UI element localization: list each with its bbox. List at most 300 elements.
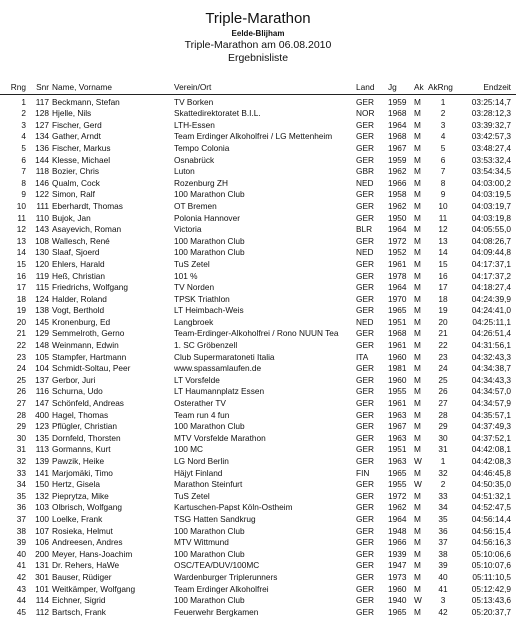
cell-club: Tempo Colonia xyxy=(174,142,230,153)
cell-country: GER xyxy=(356,305,374,316)
cell-rank: 37 xyxy=(16,513,26,524)
cell-birth-year: 1940 xyxy=(388,595,407,606)
cell-club: Team run 4 fun xyxy=(174,409,230,420)
cell-finish-time: 04:17:37,1 xyxy=(471,258,511,269)
table-row xyxy=(0,108,516,120)
cell-club: LT Haumannplatz Essen xyxy=(174,386,265,397)
cell-finish-time: 03:28:12,3 xyxy=(471,108,511,119)
table-row xyxy=(0,201,516,213)
table-row xyxy=(0,514,516,526)
cell-rank: 19 xyxy=(16,305,26,316)
cell-name: Weinmann, Edwin xyxy=(52,340,119,351)
cell-finish-time: 04:17:37,2 xyxy=(471,270,511,281)
cell-start-number: 143 xyxy=(35,224,49,235)
cell-country: GER xyxy=(356,212,374,223)
cell-age-class: M xyxy=(414,467,421,478)
cell-age-class: M xyxy=(414,142,421,153)
cell-name: Qualm, Cock xyxy=(52,177,100,188)
cell-name: Friedrichs, Wolfgang xyxy=(52,282,128,293)
cell-start-number: 115 xyxy=(35,282,49,293)
cell-rank: 17 xyxy=(16,282,26,293)
cell-name: Schurna, Udo xyxy=(52,386,103,397)
cell-rank: 38 xyxy=(16,525,26,536)
cell-club: 100 Marathon Club xyxy=(174,235,245,246)
cell-start-number: 103 xyxy=(35,502,49,513)
cell-birth-year: 1968 xyxy=(388,131,407,142)
column-header-ak: Ak xyxy=(414,82,424,92)
cell-age-class: M xyxy=(414,189,421,200)
cell-country: GER xyxy=(356,409,374,420)
cell-name: Halder, Roland xyxy=(52,293,107,304)
cell-club: Langbroek xyxy=(174,316,214,327)
cell-rank: 33 xyxy=(16,467,26,478)
cell-age-class-rank: 24 xyxy=(438,363,448,374)
cell-club: TV Borken xyxy=(174,96,214,107)
cell-age-class: M xyxy=(414,108,421,119)
cell-name: Marjomäki, Timo xyxy=(52,467,113,478)
table-row xyxy=(0,271,516,283)
cell-name: Dornfeld, Thorsten xyxy=(52,432,121,443)
cell-finish-time: 04:09:44,8 xyxy=(471,247,511,258)
cell-finish-time: 04:34:43,3 xyxy=(471,374,511,385)
cell-birth-year: 1966 xyxy=(388,537,407,548)
cell-birth-year: 1965 xyxy=(388,467,407,478)
cell-finish-time: 03:54:34,5 xyxy=(471,166,511,177)
cell-club: OSC/TEA/DUV/100MC xyxy=(174,560,260,571)
cell-finish-time: 04:05:55,0 xyxy=(471,224,511,235)
cell-name: Beckmann, Stefan xyxy=(52,96,120,107)
cell-name: Ehlers, Harald xyxy=(52,258,105,269)
table-row xyxy=(0,120,516,132)
cell-start-number: 139 xyxy=(35,456,49,466)
cell-name: Bujok, Jan xyxy=(52,212,91,223)
cell-start-number: 147 xyxy=(35,398,49,409)
cell-rank: 14 xyxy=(16,247,26,258)
cell-country: ITA xyxy=(356,351,369,362)
cell-rank: 45 xyxy=(16,606,26,617)
cell-start-number: 138 xyxy=(35,305,49,316)
cell-age-class-rank: 15 xyxy=(438,258,448,269)
document-header xyxy=(0,10,516,65)
cell-birth-year: 1961 xyxy=(388,258,407,269)
cell-age-class: M xyxy=(414,270,421,281)
cell-birth-year: 1963 xyxy=(388,409,407,420)
cell-age-class: M xyxy=(414,444,421,455)
cell-finish-time: 04:42:08,3 xyxy=(471,456,511,466)
cell-rank: 30 xyxy=(16,432,26,443)
cell-age-class: M xyxy=(414,166,421,177)
cell-name: Bauser, Rüdiger xyxy=(52,571,112,582)
cell-start-number: 124 xyxy=(35,293,49,304)
cell-rank: 27 xyxy=(16,398,26,409)
table-row xyxy=(0,560,516,572)
list-title: Ergebnisliste xyxy=(227,52,289,64)
cell-finish-time: 04:42:08,1 xyxy=(471,444,511,455)
cell-age-class-rank: 32 xyxy=(438,467,448,478)
cell-finish-time: 04:08:26,7 xyxy=(471,235,511,246)
cell-rank: 11 xyxy=(17,212,26,223)
cell-age-class-rank: 42 xyxy=(438,606,448,617)
cell-birth-year: 1959 xyxy=(388,96,407,107)
cell-age-class-rank: 12 xyxy=(438,224,448,235)
cell-age-class: M xyxy=(414,421,421,432)
cell-birth-year: 1952 xyxy=(388,247,407,258)
cell-birth-year: 1959 xyxy=(388,154,407,165)
cell-finish-time: 04:56:15,4 xyxy=(471,525,511,536)
table-row xyxy=(0,294,516,306)
cell-name: Vogt, Berthold xyxy=(52,305,105,316)
cell-start-number: 150 xyxy=(35,479,49,490)
cell-start-number: 122 xyxy=(35,189,49,200)
cell-name: Eichner, Sigrid xyxy=(52,595,106,606)
cell-start-number: 136 xyxy=(35,142,49,153)
cell-club: OT Bremen xyxy=(174,200,217,211)
cell-club: Team-Erdinger-Alkoholfrei / Rono NUUN Tea xyxy=(174,328,339,339)
cell-rank: 3 xyxy=(21,119,26,130)
table-row xyxy=(0,328,516,340)
cell-birth-year: 1962 xyxy=(388,200,407,211)
cell-name: Gather, Arndt xyxy=(52,131,101,142)
cell-country: GER xyxy=(356,363,374,374)
cell-age-class: M xyxy=(414,316,421,327)
table-row xyxy=(0,155,516,167)
cell-age-class: M xyxy=(414,305,421,316)
cell-age-class: M xyxy=(414,606,421,617)
event-name: Triple-Marathon am 06.08.2010 xyxy=(184,39,332,51)
cell-country: GER xyxy=(356,513,374,524)
cell-country: GER xyxy=(356,328,374,339)
cell-club: TuS Zetel xyxy=(174,490,210,501)
cell-country: GER xyxy=(356,131,374,142)
cell-age-class: M xyxy=(414,177,421,188)
table-row xyxy=(0,468,516,480)
column-header-land: Land xyxy=(356,82,375,92)
cell-start-number: 110 xyxy=(35,212,49,223)
cell-name: Pieprytza, Mike xyxy=(52,490,109,501)
cell-finish-time: 04:03:19,7 xyxy=(471,200,511,211)
cell-country: GER xyxy=(356,398,374,409)
cell-birth-year: 1981 xyxy=(388,363,407,374)
cell-club: LT Heimbach-Weis xyxy=(174,305,244,316)
cell-club: Kartuschen-Papst Köln-Ostheim xyxy=(174,502,293,513)
cell-finish-time: 04:03:19,5 xyxy=(471,189,511,200)
table-row xyxy=(0,456,516,468)
cell-birth-year: 1965 xyxy=(388,305,407,316)
cell-rank: 6 xyxy=(21,154,26,165)
cell-club: TSG Hatten Sandkrug xyxy=(174,513,256,524)
cell-start-number: 135 xyxy=(35,432,49,443)
cell-start-number: 132 xyxy=(35,490,49,501)
cell-age-class-rank: 1 xyxy=(440,456,446,466)
cell-country: GER xyxy=(356,444,374,455)
cell-name: Olbrisch, Wolfgang xyxy=(52,502,122,513)
cell-name: Gerbor, Juri xyxy=(52,374,96,385)
cell-finish-time: 04:03:19,8 xyxy=(471,212,511,223)
cell-birth-year: 1960 xyxy=(388,374,407,385)
page-title: Triple-Marathon xyxy=(205,10,311,27)
cell-birth-year: 1972 xyxy=(388,490,407,501)
cell-rank: 5 xyxy=(21,142,26,153)
cell-rank: 23 xyxy=(16,351,26,362)
cell-finish-time: 04:37:52,1 xyxy=(471,432,511,443)
cell-start-number: 123 xyxy=(35,421,49,432)
cell-name: Semmelroth, Gerno xyxy=(52,328,125,339)
cell-club: Rozenburg ZH xyxy=(174,177,228,188)
cell-club: 100 Marathon Club xyxy=(174,548,245,559)
table-row xyxy=(0,259,516,271)
cell-name: Simon, Ralf xyxy=(52,189,95,200)
cell-age-class-rank: 1 xyxy=(440,96,446,107)
cell-name: Klesse, Michael xyxy=(52,154,111,165)
cell-age-class-rank: 18 xyxy=(438,293,448,304)
table-row xyxy=(0,236,516,248)
cell-age-class: M xyxy=(414,282,421,293)
cell-finish-time: 05:20:37,7 xyxy=(471,606,511,617)
cell-start-number: 108 xyxy=(35,235,49,246)
cell-country: GER xyxy=(356,432,374,443)
cell-age-class-rank: 7 xyxy=(440,166,446,177)
cell-age-class: M xyxy=(414,583,421,594)
cell-age-class: M xyxy=(414,328,421,339)
event-location: Eelde-Blijham xyxy=(231,29,285,38)
cell-name: Kronenburg, Ed xyxy=(52,316,111,327)
table-row xyxy=(0,398,516,410)
cell-finish-time: 04:18:27,4 xyxy=(471,282,511,293)
cell-name: Schmidt-Soltau, Peer xyxy=(52,363,131,374)
cell-name: Loelke, Frank xyxy=(52,513,103,524)
cell-finish-time: 04:32:43,3 xyxy=(471,351,511,362)
cell-name: Hertz, Gisela xyxy=(52,479,100,490)
cell-country: GER xyxy=(356,386,374,397)
cell-start-number: 129 xyxy=(35,328,49,339)
cell-age-class-rank: 25 xyxy=(438,374,448,385)
cell-age-class: M xyxy=(414,247,421,258)
cell-start-number: 111 xyxy=(36,200,49,211)
cell-age-class-rank: 4 xyxy=(440,131,446,142)
cell-age-class: M xyxy=(414,351,421,362)
cell-start-number: 101 xyxy=(35,583,49,594)
cell-age-class-rank: 34 xyxy=(438,502,448,513)
cell-country: GER xyxy=(356,293,374,304)
table-row xyxy=(0,247,516,259)
cell-country: GER xyxy=(356,583,374,594)
cell-birth-year: 1955 xyxy=(388,386,407,397)
cell-start-number: 116 xyxy=(35,386,49,397)
cell-age-class-rank: 10 xyxy=(438,200,448,211)
cell-age-class: M xyxy=(414,548,421,559)
cell-name: Fischer, Gerd xyxy=(52,119,102,130)
cell-finish-time: 04:24:41,0 xyxy=(471,305,511,316)
cell-country: GER xyxy=(356,200,374,211)
cell-rank: 39 xyxy=(16,537,26,548)
cell-name: Stampfer, Hartmann xyxy=(52,351,127,362)
cell-rank: 44 xyxy=(16,595,26,606)
cell-club: TuS Zetel xyxy=(174,258,210,269)
cell-age-class: M xyxy=(414,537,421,548)
cell-rank: 16 xyxy=(16,270,26,281)
cell-age-class-rank: 3 xyxy=(440,119,446,130)
cell-name: Eberhardt, Thomas xyxy=(52,200,123,211)
cell-club: Marathon Steinfurt xyxy=(174,479,243,490)
cell-start-number: 107 xyxy=(35,525,49,536)
cell-country: NED xyxy=(356,247,374,258)
cell-finish-time: 04:03:00,2 xyxy=(471,177,511,188)
cell-finish-time: 03:42:57,3 xyxy=(471,131,511,142)
cell-name: Andreesen, Andres xyxy=(52,537,123,548)
cell-age-class: M xyxy=(414,258,421,269)
cell-age-class-rank: 38 xyxy=(438,548,448,559)
cell-start-number: 104 xyxy=(35,363,49,374)
cell-rank: 9 xyxy=(21,189,26,200)
cell-club: Polonia Hannover xyxy=(174,212,240,223)
cell-club: Skattedirektoratet B.I.L. xyxy=(174,108,261,119)
cell-age-class: M xyxy=(414,340,421,351)
cell-age-class-rank: 17 xyxy=(438,282,448,293)
cell-birth-year: 1965 xyxy=(388,606,407,617)
table-row xyxy=(0,143,516,155)
cell-start-number: 128 xyxy=(35,108,49,119)
cell-age-class-rank: 13 xyxy=(438,235,448,246)
cell-finish-time: 04:50:35,0 xyxy=(471,479,511,490)
cell-age-class: M xyxy=(414,374,421,385)
cell-rank: 20 xyxy=(16,316,26,327)
cell-finish-time: 05:13:43,6 xyxy=(471,595,511,606)
cell-club: Osnabrück xyxy=(174,154,215,165)
table-row xyxy=(0,375,516,387)
cell-start-number: 117 xyxy=(35,96,49,107)
cell-rank: 43 xyxy=(16,583,26,594)
cell-birth-year: 1962 xyxy=(388,166,407,177)
cell-name: Rosieka, Helmut xyxy=(52,525,113,536)
cell-birth-year: 1939 xyxy=(388,548,407,559)
table-row xyxy=(0,166,516,178)
table-row xyxy=(0,224,516,236)
cell-name: Hjelle, Nils xyxy=(52,108,92,119)
cell-finish-time: 05:10:07,6 xyxy=(471,560,511,571)
cell-start-number: 119 xyxy=(35,270,49,281)
cell-age-class: W xyxy=(414,595,422,606)
cell-start-number: 134 xyxy=(35,131,49,142)
cell-rank: 31 xyxy=(16,444,26,455)
cell-start-number: 130 xyxy=(35,247,49,258)
cell-birth-year: 1960 xyxy=(388,351,407,362)
cell-rank: 18 xyxy=(16,293,26,304)
cell-age-class-rank: 22 xyxy=(438,340,448,351)
cell-name: Pawzik, Heike xyxy=(52,456,105,466)
cell-age-class: M xyxy=(414,119,421,130)
cell-birth-year: 1966 xyxy=(388,177,407,188)
cell-rank: 36 xyxy=(16,502,26,513)
column-header-akrng: AkRng xyxy=(428,82,453,92)
cell-birth-year: 1960 xyxy=(388,583,407,594)
column-header-name: Name, Vorname xyxy=(52,82,112,92)
cell-age-class: M xyxy=(414,224,421,235)
cell-country: GER xyxy=(356,258,374,269)
cell-birth-year: 1951 xyxy=(388,444,407,455)
cell-birth-year: 1955 xyxy=(388,479,407,490)
cell-club: 100 Marathon Club xyxy=(174,525,245,536)
table-row xyxy=(0,131,516,143)
cell-age-class-rank: 41 xyxy=(438,583,448,594)
cell-finish-time: 03:39:32,7 xyxy=(471,119,511,130)
cell-country: GER xyxy=(356,548,374,559)
cell-birth-year: 1964 xyxy=(388,282,407,293)
cell-finish-time: 04:26:51,4 xyxy=(471,328,511,339)
results-table xyxy=(0,82,516,618)
cell-start-number: 127 xyxy=(35,119,49,130)
cell-name: Pflügler, Christian xyxy=(52,421,118,432)
cell-rank: 28 xyxy=(16,409,26,420)
cell-rank: 40 xyxy=(16,548,26,559)
cell-finish-time: 05:10:06,6 xyxy=(471,548,511,559)
cell-rank: 21 xyxy=(16,328,26,339)
cell-club: LG Nord Berlin xyxy=(174,456,229,466)
cell-rank: 25 xyxy=(16,374,26,385)
cell-country: GER xyxy=(356,189,374,200)
cell-age-class-rank: 6 xyxy=(440,154,446,165)
cell-birth-year: 1967 xyxy=(388,421,407,432)
cell-start-number: 301 xyxy=(35,571,49,582)
cell-age-class-rank: 30 xyxy=(438,432,448,443)
cell-rank: 12 xyxy=(16,224,26,235)
cell-age-class-rank: 23 xyxy=(438,351,448,362)
table-row xyxy=(0,549,516,561)
cell-age-class-rank: 14 xyxy=(438,247,448,258)
cell-finish-time: 04:56:16,3 xyxy=(471,537,511,548)
cell-age-class-rank: 8 xyxy=(440,177,446,188)
cell-start-number: 118 xyxy=(35,166,49,177)
cell-age-class: M xyxy=(414,571,421,582)
cell-birth-year: 1964 xyxy=(388,513,407,524)
cell-country: GER xyxy=(356,282,374,293)
cell-birth-year: 1970 xyxy=(388,293,407,304)
cell-rank: 4 xyxy=(21,131,26,142)
cell-country: NED xyxy=(356,316,374,327)
cell-birth-year: 1947 xyxy=(388,560,407,571)
cell-name: Wallesch, René xyxy=(52,235,110,246)
cell-rank: 2 xyxy=(21,108,26,119)
cell-country: BLR xyxy=(356,224,373,235)
cell-country: GBR xyxy=(356,166,374,177)
cell-age-class: M xyxy=(414,398,421,409)
cell-age-class: M xyxy=(414,235,421,246)
cell-finish-time: 04:46:45,8 xyxy=(471,467,511,478)
cell-age-class: M xyxy=(414,96,421,107)
cell-age-class: W xyxy=(414,456,422,466)
table-row xyxy=(0,352,516,364)
cell-age-class-rank: 2 xyxy=(440,479,446,490)
cell-club: 101 % xyxy=(174,270,198,281)
cell-finish-time: 03:53:32,4 xyxy=(471,154,511,165)
cell-club: 100 Marathon Club xyxy=(174,189,245,200)
cell-club: 100 Marathon Club xyxy=(174,421,245,432)
cell-finish-time: 03:25:14,7 xyxy=(471,96,511,107)
cell-age-class-rank: 28 xyxy=(438,409,448,420)
cell-finish-time: 03:48:27,4 xyxy=(471,142,511,153)
table-row xyxy=(0,607,516,619)
column-header-snr: Snr xyxy=(36,82,49,92)
column-header-rng: Rng xyxy=(10,82,26,92)
cell-age-class: M xyxy=(414,432,421,443)
cell-club: TPSK Triathlon xyxy=(174,293,230,304)
cell-birth-year: 1978 xyxy=(388,270,407,281)
cell-start-number: 200 xyxy=(35,548,49,559)
cell-club: Club Supermaratoneti Italia xyxy=(174,351,275,362)
cell-country: GER xyxy=(356,142,374,153)
cell-club: Wardenburger Triplerunners xyxy=(174,571,278,582)
cell-name: Schönfeld, Andreas xyxy=(52,398,124,409)
cell-finish-time: 04:52:47,5 xyxy=(471,502,511,513)
